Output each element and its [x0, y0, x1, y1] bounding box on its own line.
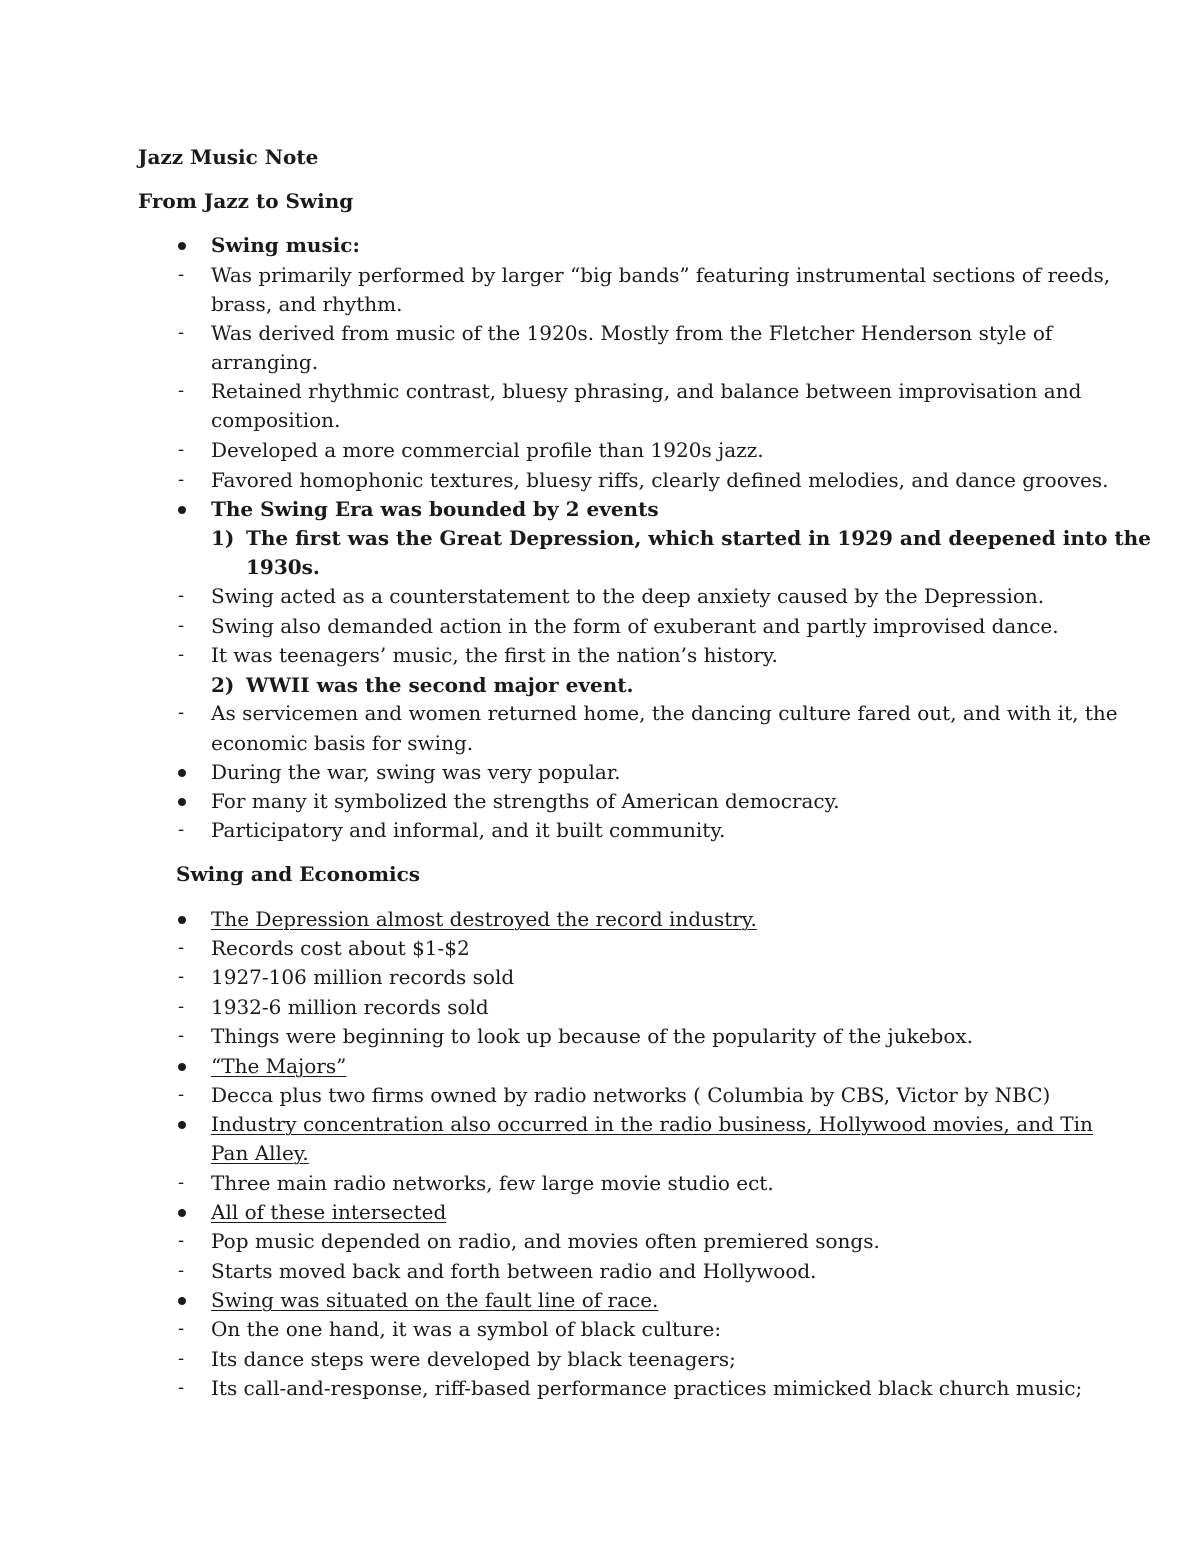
dash-marker: -	[178, 264, 185, 285]
bullet-icon	[178, 242, 186, 250]
list-item-continuation: composition.	[211, 408, 341, 432]
dash-marker: -	[178, 380, 185, 401]
list-item: Swing was situated on the fault line of race.	[0, 1285, 1200, 1315]
list-item: - On the one hand, it was a symbol of black culture:	[0, 1314, 1200, 1344]
list-item: - Swing acted as a counterstatement to the deep anxiety caused by the Depression.	[0, 581, 1200, 611]
dash-marker: -	[178, 1025, 185, 1046]
bullet-icon	[178, 916, 186, 924]
numbered-item: 2) WWII was the second major event.	[211, 673, 634, 697]
list-item: - Pop music depended on radio, and movies often premiered songs.	[0, 1226, 1200, 1256]
dash-marker: -	[178, 439, 185, 460]
bullet-icon	[178, 1121, 186, 1129]
bullet-icon	[178, 1297, 186, 1305]
dash-marker: -	[178, 702, 185, 723]
bullet-icon	[178, 1063, 186, 1071]
list-item: - It was teenagers’ music, the first in the nation’s history.	[0, 640, 1200, 670]
section-heading: Swing and Economics	[176, 862, 421, 886]
list-item: During the war, swing was very popular.	[0, 757, 1200, 787]
dash-marker: -	[178, 1172, 185, 1193]
list-item: - Was derived from music of the 1920s. Mostly from the Fletcher Henderson style of	[0, 318, 1200, 348]
list-item: - Things were beginning to look up because of the popularity of the jukebox.	[0, 1021, 1200, 1051]
list-item: All of these intersected	[0, 1197, 1200, 1227]
dash-marker: -	[178, 644, 185, 665]
dash-marker: -	[178, 1348, 185, 1369]
list-item: - Three main radio networks, few large movie studio ect.	[0, 1168, 1200, 1198]
list-item: Swing music:	[0, 230, 1200, 260]
list-item: - Was primarily performed by larger “big bands” featuring instrumental sections of reeds,	[0, 260, 1200, 290]
section-heading: From Jazz to Swing	[138, 189, 354, 213]
bullet-icon	[178, 769, 186, 777]
list-item-continuation: brass, and rhythm.	[211, 292, 403, 316]
list-item: For many it symbolized the strengths of American democracy.	[0, 786, 1200, 816]
dash-marker: -	[178, 819, 185, 840]
dash-marker: -	[178, 585, 185, 606]
list-item: - Its call-and-response, riff-based performance practices mimicked black church music;	[0, 1373, 1200, 1403]
list-item: The Depression almost destroyed the record industry.	[0, 904, 1200, 934]
dash-marker: -	[178, 469, 185, 490]
list-item: Industry concentration also occurred in the radio business, Hollywood movies, and Tin	[0, 1109, 1200, 1139]
dash-marker: -	[178, 937, 185, 958]
list-item: “The Majors”	[0, 1051, 1200, 1081]
dash-marker: -	[178, 322, 185, 343]
list-item: - Participatory and informal, and it built community.	[0, 815, 1200, 845]
dash-marker: -	[178, 1260, 185, 1281]
list-item: - 1932-6 million records sold	[0, 992, 1200, 1022]
dash-marker: -	[178, 1084, 185, 1105]
dash-marker: -	[178, 1230, 185, 1251]
dash-marker: -	[178, 615, 185, 636]
list-item: - 1927-106 million records sold	[0, 962, 1200, 992]
list-item: - Swing also demanded action in the form of exuberant and partly improvised dance.	[0, 611, 1200, 641]
list-item: - Starts moved back and forth between radio and Hollywood.	[0, 1256, 1200, 1286]
numbered-item-continuation: 1930s.	[246, 555, 320, 579]
list-item: - Decca plus two firms owned by radio networks ( Columbia by CBS, Victor by NBC)	[0, 1080, 1200, 1110]
dash-marker: -	[178, 1318, 185, 1339]
list-item-continuation: economic basis for swing.	[211, 731, 474, 755]
bullet-icon	[178, 1209, 186, 1217]
dash-marker: -	[178, 996, 185, 1017]
dash-marker: -	[178, 1377, 185, 1398]
list-item: - Developed a more commercial profile than 1920s jazz.	[0, 435, 1200, 465]
list-item: - Favored homophonic textures, bluesy riffs, clearly defined melodies, and dance grooves.	[0, 465, 1200, 495]
numbered-item: 1) The first was the Great Depression, which started in 1929 and deepened into the	[211, 526, 1151, 550]
document-title: Jazz Music Note	[138, 145, 319, 169]
list-item: - Its dance steps were developed by black teenagers;	[0, 1344, 1200, 1374]
list-item: - Records cost about $1-$2	[0, 933, 1200, 963]
list-item: The Swing Era was bounded by 2 events	[0, 494, 1200, 524]
list-item: - Retained rhythmic contrast, bluesy phrasing, and balance between improvisation and	[0, 376, 1200, 406]
bullet-icon	[178, 506, 186, 514]
list-item: - As servicemen and women returned home, the dancing culture fared out, and with it, the	[0, 698, 1200, 728]
list-item-continuation: Pan Alley.	[211, 1141, 309, 1165]
dash-marker: -	[178, 966, 185, 987]
bullet-icon	[178, 798, 186, 806]
list-item-continuation: arranging.	[211, 350, 319, 374]
